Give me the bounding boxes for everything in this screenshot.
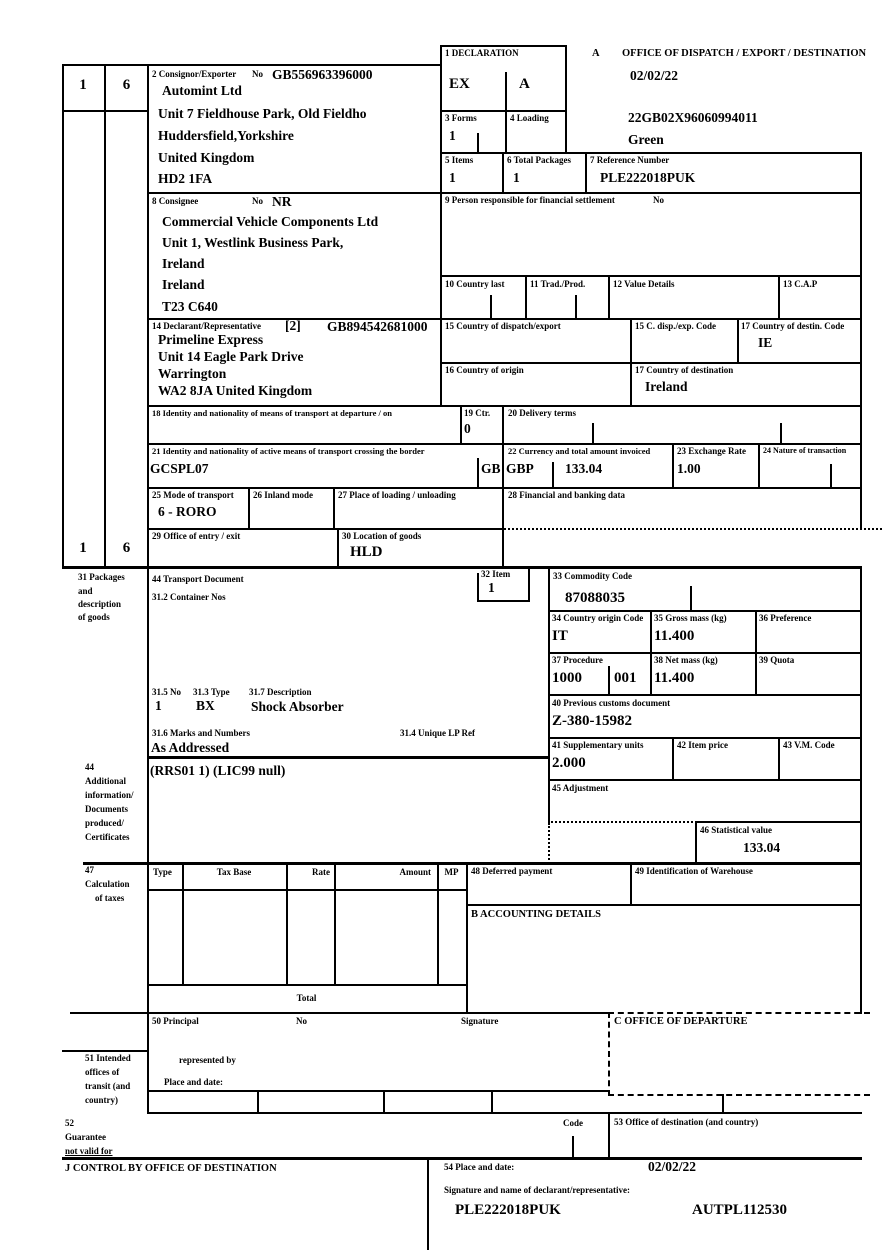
tax-total-label: Total bbox=[296, 993, 317, 1003]
package-count: 1 bbox=[155, 698, 162, 713]
box52-label: Guarantee bbox=[65, 1132, 106, 1142]
tick-mark bbox=[572, 1136, 574, 1159]
office-a-letter: A bbox=[592, 48, 600, 59]
box15-label: 15 Country of dispatch/export bbox=[445, 321, 561, 331]
tick-mark bbox=[491, 1090, 493, 1114]
border-line bbox=[758, 443, 760, 489]
border-line bbox=[147, 64, 149, 1114]
box47-label: Calculation bbox=[85, 879, 130, 889]
border-line bbox=[477, 600, 530, 602]
tick-mark bbox=[592, 423, 594, 445]
border-line bbox=[437, 862, 439, 986]
routing-status: Green bbox=[628, 132, 664, 147]
box14-label: 14 Declarant/Representative bbox=[152, 321, 262, 331]
border-line bbox=[62, 566, 862, 569]
consignee-id: NR bbox=[272, 194, 292, 209]
border-line bbox=[147, 192, 862, 194]
box3-label: 3 Forms bbox=[445, 113, 477, 123]
dotted-line bbox=[504, 528, 882, 530]
box21-label: 21 Identity and nationality of active means of transport crossing the border bbox=[152, 446, 425, 456]
gross-mass: 11.400 bbox=[654, 628, 695, 644]
box51-label: offices of bbox=[85, 1067, 120, 1077]
copy-number-1: 1 bbox=[79, 540, 87, 556]
movement-reference-number: 22GB02X96060994011 bbox=[628, 110, 758, 125]
border-line bbox=[62, 64, 64, 568]
tax-col-amount: Amount bbox=[399, 867, 431, 877]
marks-and-numbers: As Addressed bbox=[151, 740, 230, 755]
box13-label: 13 C.A.P bbox=[783, 279, 818, 289]
tick-mark bbox=[608, 666, 610, 696]
box54-label: 54 Place and date: bbox=[444, 1162, 515, 1172]
box44-label: Additional bbox=[85, 776, 127, 786]
border-line bbox=[334, 862, 336, 986]
section-c-title: C OFFICE OF DEPARTURE bbox=[614, 1016, 748, 1027]
goods-description: Shock Absorber bbox=[251, 699, 344, 714]
goods-location: HLD bbox=[350, 544, 383, 560]
item-number: 1 bbox=[488, 580, 495, 595]
package-type: BX bbox=[196, 698, 215, 713]
copy-number-6: 6 bbox=[122, 540, 131, 556]
border-line bbox=[755, 610, 757, 696]
border-line bbox=[466, 904, 862, 906]
border-line bbox=[440, 362, 862, 364]
box3-value: 1 bbox=[449, 128, 456, 143]
consignee-postcode: T23 C640 bbox=[162, 299, 218, 314]
box47-label: of taxes bbox=[95, 893, 125, 903]
supplementary-units: 2.000 bbox=[552, 755, 586, 771]
box49-label: 49 Identification of Warehouse bbox=[635, 866, 753, 876]
border-line bbox=[440, 45, 442, 407]
acceptance-date: 02/02/22 bbox=[630, 68, 679, 83]
destination-country-code: IE bbox=[758, 335, 773, 350]
copy-number-1: 1 bbox=[79, 77, 87, 93]
box33-label: 33 Commodity Code bbox=[553, 571, 632, 581]
tick-mark bbox=[257, 1090, 259, 1114]
box31-5-label: 31.5 No bbox=[152, 687, 181, 697]
border-line bbox=[147, 528, 504, 530]
tick-mark bbox=[552, 462, 554, 489]
border-line bbox=[286, 862, 288, 986]
box37-label: 37 Procedure bbox=[552, 655, 603, 665]
declarant-address-line: WA2 8JA United Kingdom bbox=[158, 383, 313, 398]
transport-nationality: GB bbox=[481, 461, 501, 476]
box8-no-label: No bbox=[252, 196, 263, 206]
border-line bbox=[182, 862, 184, 986]
box7-label: 7 Reference Number bbox=[590, 155, 670, 165]
box6-value: 1 bbox=[513, 170, 520, 185]
tax-col-rate: Rate bbox=[312, 867, 330, 877]
box30-label: 30 Location of goods bbox=[342, 531, 422, 541]
box43-label: 43 V.M. Code bbox=[783, 740, 835, 750]
box16-label: 16 Country of origin bbox=[445, 365, 524, 375]
box4-label: 4 Loading bbox=[510, 113, 549, 123]
consignor-eori: GB556963396000 bbox=[272, 67, 373, 82]
consignee-address-line: Ireland bbox=[162, 277, 205, 292]
dashed-line bbox=[608, 1012, 610, 1096]
section-b-title: B ACCOUNTING DETAILS bbox=[471, 909, 601, 920]
box23-label: 23 Exchange Rate bbox=[677, 446, 746, 456]
border-line bbox=[548, 652, 862, 654]
border-line bbox=[147, 1112, 862, 1114]
border-line bbox=[672, 443, 674, 489]
consignor-address-line: Unit 7 Fieldhouse Park, Old Fieldho bbox=[158, 106, 367, 121]
border-line bbox=[440, 45, 567, 47]
box11-label: 11 Trad./Prod. bbox=[530, 279, 586, 289]
box50-label: 50 Principal bbox=[152, 1016, 199, 1026]
border-line bbox=[650, 610, 652, 696]
box35-label: 35 Gross mass (kg) bbox=[654, 613, 727, 623]
border-line bbox=[548, 610, 862, 612]
box18-label: 18 Identity and nationality of means of transport at departure / on bbox=[152, 408, 392, 418]
destination-country: Ireland bbox=[645, 379, 688, 394]
box34-label: 34 Country origin Code bbox=[552, 613, 644, 623]
net-mass: 11.400 bbox=[654, 670, 695, 686]
box6-label: 6 Total Packages bbox=[507, 155, 572, 165]
box1-label: 1 DECLARATION bbox=[445, 48, 519, 58]
border-line bbox=[248, 487, 250, 530]
box9-label: 9 Person responsible for financial settlement bbox=[445, 195, 615, 205]
box31-label: 31 Packages bbox=[78, 572, 125, 582]
consignee-address-line: Unit 1, Westlink Business Park, bbox=[162, 235, 344, 250]
border-line bbox=[147, 405, 862, 407]
border-line bbox=[147, 487, 862, 489]
border-line bbox=[477, 573, 479, 602]
border-line bbox=[525, 275, 527, 320]
box51-label: transit (and bbox=[85, 1081, 131, 1091]
box36-label: 36 Preference bbox=[759, 613, 812, 623]
declarant-name: Primeline Express bbox=[158, 332, 264, 347]
declaration-type: EX bbox=[449, 76, 470, 92]
box17-label: 17 Country of destination bbox=[635, 365, 734, 375]
border-line bbox=[333, 487, 335, 530]
copy-number-6: 6 bbox=[122, 77, 131, 93]
declaration-date: 02/02/22 bbox=[648, 1159, 697, 1174]
box48-label: 48 Deferred payment bbox=[471, 866, 553, 876]
border-line bbox=[62, 1157, 862, 1160]
border-line bbox=[440, 110, 567, 112]
consignee-name: Commercial Vehicle Components Ltd bbox=[162, 214, 379, 229]
border-line bbox=[460, 405, 462, 445]
box10-label: 10 Country last bbox=[445, 279, 505, 289]
consignor-postcode: HD2 1FA bbox=[158, 171, 213, 186]
border-line bbox=[860, 152, 862, 530]
box2-label: 2 Consignor/Exporter bbox=[152, 69, 237, 79]
box31-label: and bbox=[78, 586, 93, 596]
border-line bbox=[147, 889, 468, 891]
box26-label: 26 Inland mode bbox=[253, 490, 314, 500]
origin-country-code: IT bbox=[552, 628, 568, 644]
consignor-name: Automint Ltd bbox=[162, 83, 242, 98]
border-line bbox=[427, 1157, 429, 1250]
office-a-title: OFFICE OF DISPATCH / EXPORT / DESTINATION bbox=[622, 48, 867, 59]
box52-label: 52 bbox=[65, 1118, 74, 1128]
box25-label: 25 Mode of transport bbox=[152, 490, 234, 500]
box29-label: 29 Office of entry / exit bbox=[152, 531, 241, 541]
box42-label: 42 Item price bbox=[677, 740, 728, 750]
box31-2-label: 31.2 Container Nos bbox=[152, 592, 226, 602]
consignee-address-line: Ireland bbox=[162, 256, 205, 271]
box38-label: 38 Net mass (kg) bbox=[654, 655, 718, 665]
border-line bbox=[147, 318, 862, 320]
box44-label: information/ bbox=[85, 790, 134, 800]
box27-label: 27 Place of loading / unloading bbox=[338, 490, 456, 500]
border-line bbox=[62, 64, 442, 66]
border-line bbox=[778, 737, 780, 781]
transport-identity: GCSPL07 bbox=[150, 461, 209, 476]
border-line bbox=[147, 756, 550, 759]
border-line bbox=[778, 275, 780, 320]
additional-information: (RRS01 1) (LIC99 null) bbox=[150, 763, 286, 778]
tick-mark bbox=[780, 423, 782, 445]
box50-no-label: No bbox=[296, 1016, 307, 1026]
tick-mark bbox=[383, 1090, 385, 1114]
box32-label: 32 Item bbox=[481, 569, 511, 579]
section-j-title: J CONTROL BY OFFICE OF DESTINATION bbox=[65, 1163, 277, 1174]
border-line bbox=[630, 862, 632, 906]
box44t-label: 44 Transport Document bbox=[152, 574, 244, 584]
border-line bbox=[860, 566, 862, 1014]
border-line bbox=[548, 779, 862, 781]
consignor-address-line: United Kingdom bbox=[158, 150, 255, 165]
declarant-address-line: Warrington bbox=[158, 366, 227, 381]
box5-value: 1 bbox=[449, 170, 456, 185]
border-line bbox=[502, 405, 504, 569]
box5-label: 5 Items bbox=[445, 155, 474, 165]
box53-label: 53 Office of destination (and country) bbox=[614, 1117, 759, 1127]
place-and-date-label: Place and date: bbox=[164, 1077, 223, 1087]
border-line bbox=[548, 737, 862, 739]
border-line bbox=[565, 45, 567, 154]
declarant-eori: GB894542681000 bbox=[327, 319, 428, 334]
box46-label: 46 Statistical value bbox=[700, 825, 772, 835]
represented-by-label: represented by bbox=[179, 1055, 236, 1065]
commodity-code: 87088035 bbox=[565, 590, 625, 606]
box51-label: country) bbox=[85, 1095, 118, 1105]
declaration-category: A bbox=[519, 76, 530, 92]
border-line bbox=[70, 1012, 610, 1014]
box20-label: 20 Delivery terms bbox=[508, 408, 576, 418]
exchange-rate: 1.00 bbox=[677, 461, 701, 476]
invoice-currency: GBP bbox=[506, 461, 534, 476]
tax-col-mp: MP bbox=[444, 867, 459, 877]
dotted-line bbox=[548, 823, 550, 864]
border-line bbox=[528, 566, 530, 602]
box44-label: Documents bbox=[85, 804, 128, 814]
border-line bbox=[466, 862, 468, 1014]
border-line bbox=[104, 64, 106, 568]
dotted-line bbox=[548, 821, 697, 823]
dashed-line bbox=[608, 1094, 870, 1096]
box52-label: not valid for bbox=[65, 1146, 113, 1156]
box45-label: 45 Adjustment bbox=[552, 783, 609, 793]
border-line bbox=[630, 318, 632, 407]
border-line bbox=[585, 152, 587, 194]
box31-3-label: 31.3 Type bbox=[193, 687, 230, 697]
border-line bbox=[83, 862, 862, 865]
reference-number: PLE222018PUK bbox=[600, 170, 696, 185]
box8-label: 8 Consignee bbox=[152, 196, 199, 206]
declarant-reference: PLE222018PUK bbox=[455, 1202, 561, 1218]
border-line bbox=[548, 694, 862, 696]
box44-label: 44 bbox=[85, 762, 94, 772]
border-line bbox=[737, 318, 739, 364]
box51-label: 51 Intended bbox=[85, 1053, 131, 1063]
border-line bbox=[672, 737, 674, 781]
statistical-value: 133.04 bbox=[743, 840, 781, 855]
box31-label: of goods bbox=[78, 612, 110, 622]
signature-name-label: Signature and name of declarant/representative: bbox=[444, 1185, 630, 1195]
dashed-line bbox=[608, 1012, 870, 1014]
tick-mark bbox=[722, 1094, 724, 1114]
box12-label: 12 Value Details bbox=[613, 279, 675, 289]
box52-code-label: Code bbox=[563, 1118, 583, 1128]
box41-label: 41 Supplementary units bbox=[552, 740, 644, 750]
box50-signature-label: Signature bbox=[461, 1016, 499, 1026]
border-line bbox=[440, 275, 862, 277]
border-line bbox=[608, 1112, 610, 1159]
box9-no-label: No bbox=[653, 195, 664, 205]
procedure-code-2: 001 bbox=[614, 670, 637, 686]
box19-value: 0 bbox=[464, 421, 471, 436]
box39-label: 39 Quota bbox=[759, 655, 795, 665]
box17a-label: 17 Country of destin. Code bbox=[741, 321, 845, 331]
box31-6-label: 31.6 Marks and Numbers bbox=[152, 728, 251, 738]
box24-label: 24 Nature of transaction bbox=[763, 446, 847, 455]
border-line bbox=[548, 566, 550, 823]
tick-mark bbox=[690, 586, 692, 612]
border-line bbox=[502, 152, 504, 194]
border-line bbox=[608, 275, 610, 320]
border-line bbox=[477, 133, 479, 154]
border-line bbox=[695, 821, 862, 823]
representative-code: [2] bbox=[285, 318, 301, 333]
invoice-amount: 133.04 bbox=[565, 461, 603, 476]
tick-mark bbox=[477, 458, 479, 489]
consignor-address-line: Huddersfield,Yorkshire bbox=[158, 128, 294, 143]
border-line bbox=[62, 1050, 147, 1052]
border-line bbox=[695, 821, 697, 864]
border-line bbox=[505, 72, 507, 152]
box31-7-label: 31.7 Description bbox=[249, 687, 312, 697]
box31-4-label: 31.4 Unique LP Ref bbox=[400, 728, 476, 738]
tax-col-type: Type bbox=[153, 867, 172, 877]
box40-label: 40 Previous customs document bbox=[552, 698, 671, 708]
box44-label: produced/ bbox=[85, 818, 124, 828]
border-line bbox=[147, 443, 862, 445]
procedure-code: 1000 bbox=[552, 670, 582, 686]
border-line bbox=[337, 528, 339, 569]
box2-no-label: No bbox=[252, 69, 263, 79]
box31-label: description bbox=[78, 599, 122, 609]
box19-label: 19 Ctr. bbox=[464, 408, 491, 418]
box28-label: 28 Financial and banking data bbox=[508, 490, 626, 500]
box15a-label: 15 C. disp./exp. Code bbox=[635, 321, 717, 331]
border-line bbox=[147, 1090, 610, 1092]
box22-label: 22 Currency and total amount invoiced bbox=[508, 446, 651, 456]
previous-document: Z-380-15982 bbox=[552, 713, 632, 729]
box44-label: Certificates bbox=[85, 832, 130, 842]
tick-mark bbox=[490, 295, 492, 320]
declarant-address-line: Unit 14 Eagle Park Drive bbox=[158, 349, 304, 364]
box47-label: 47 bbox=[85, 865, 94, 875]
mode-of-transport: 6 - RORO bbox=[158, 504, 217, 519]
tax-col-taxbase: Tax Base bbox=[216, 867, 252, 877]
tick-mark bbox=[575, 295, 577, 320]
border-line bbox=[147, 984, 468, 986]
tick-mark bbox=[830, 464, 832, 489]
authorisation-number: AUTPL112530 bbox=[692, 1202, 788, 1218]
